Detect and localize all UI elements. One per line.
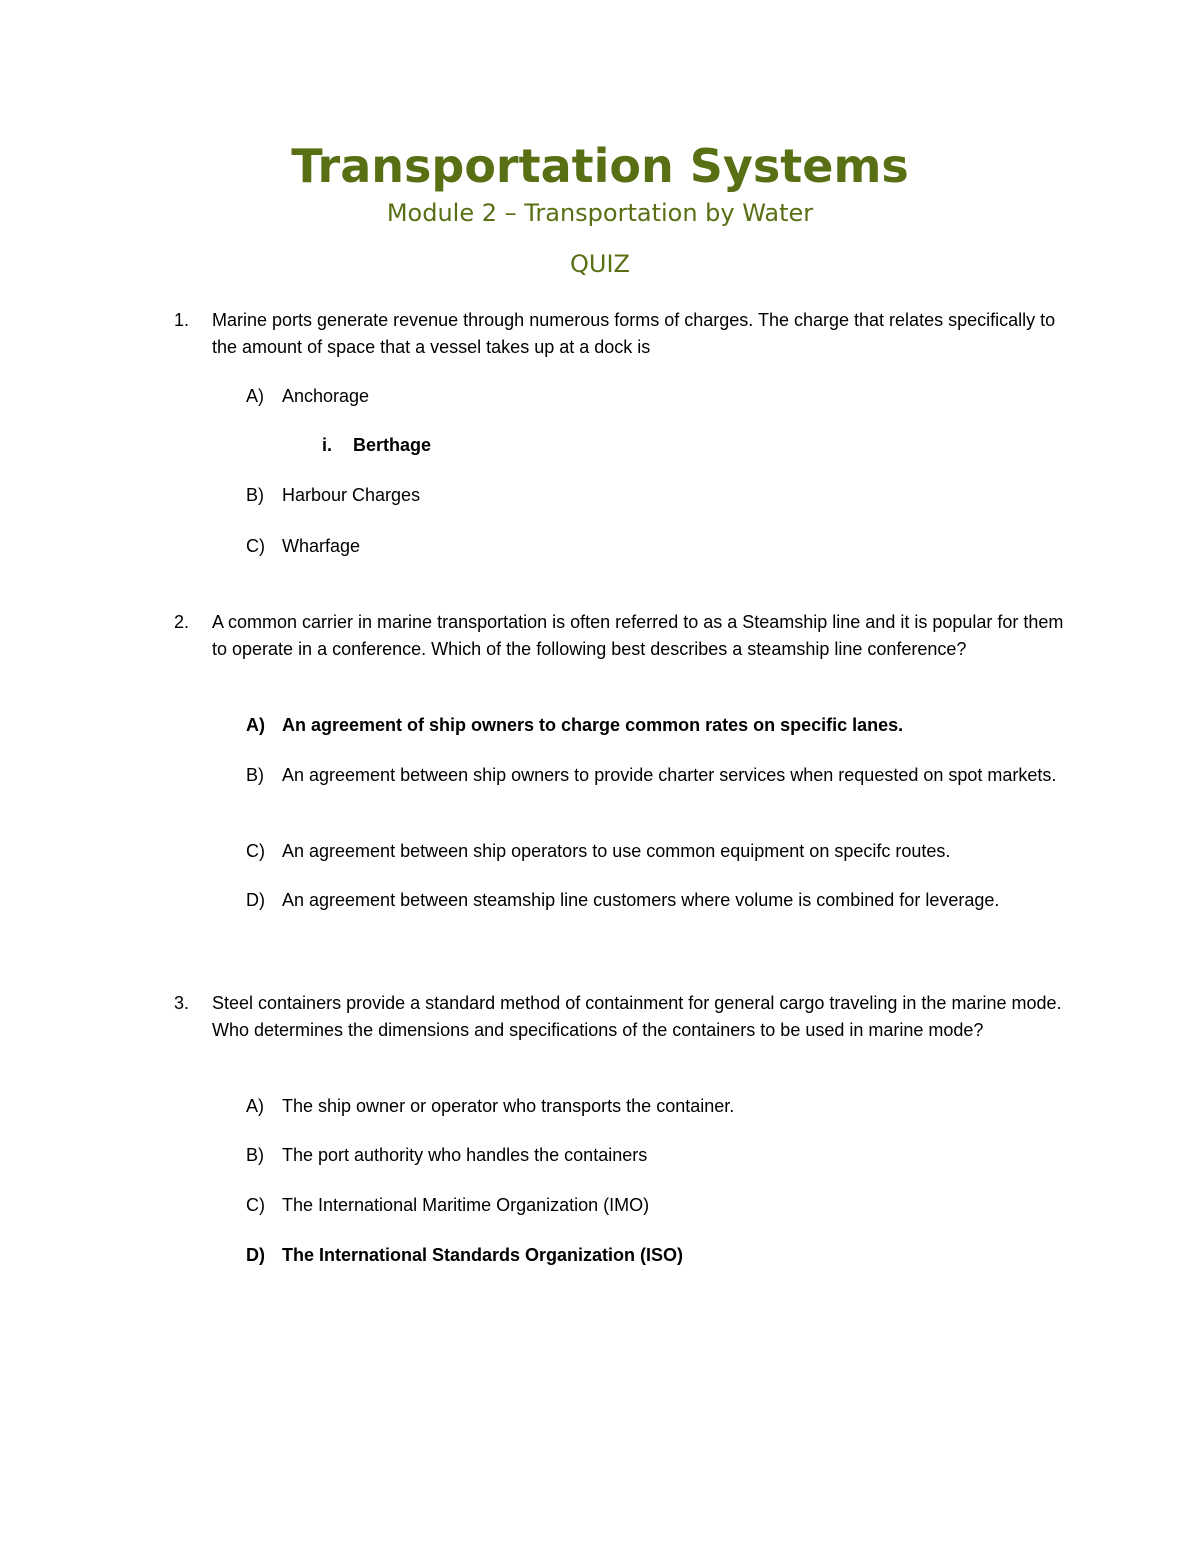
- option-text: An agreement between ship operators to use common equipment on specifc routes.: [282, 841, 951, 861]
- quiz-heading: QUIZ: [570, 250, 630, 278]
- option-label: B): [246, 1145, 264, 1165]
- option-text: An agreement of ship owners to charge common rates on specific lanes.: [282, 715, 904, 735]
- sub-option-text: Berthage: [353, 435, 432, 455]
- option-text: Anchorage: [282, 386, 370, 406]
- option-label: B): [246, 765, 264, 785]
- question-text: A common carrier in marine transportation is often referred to as a Steamship line and it is popular for them to operate in a conference. Which of the following best describes a steamship line conference?: [212, 612, 1064, 659]
- question-text: Marine ports generate revenue through numerous forms of charges. The charge that relates specifically to the amount of space that a vessel takes up at a dock is: [212, 310, 1056, 357]
- option-label: A): [246, 715, 265, 735]
- option-label: B): [246, 485, 264, 505]
- option-label: A): [246, 1096, 264, 1116]
- option-text: An agreement between steamship line customers where volume is combined for leverage.: [282, 890, 1000, 910]
- option-text: The International Maritime Organization (IMO): [282, 1195, 650, 1215]
- option-label: C): [246, 1195, 265, 1215]
- option-text: The port authority who handles the containers: [282, 1145, 648, 1165]
- question-number: 1.: [174, 310, 190, 330]
- sub-option-label: i.: [322, 435, 333, 455]
- option-text: An agreement between ship owners to provide charter services when requested on spot markets.: [282, 765, 1057, 785]
- option-text: The ship owner or operator who transports the container.: [282, 1096, 735, 1116]
- option-label: C): [246, 536, 265, 556]
- option-text: Harbour Charges: [282, 485, 421, 505]
- document-title: Transportation Systems: [291, 139, 909, 193]
- option-label: A): [246, 386, 264, 406]
- question-number: 2.: [174, 612, 190, 632]
- option-text: Wharfage: [282, 536, 361, 556]
- question-text: Steel containers provide a standard method of containment for general cargo traveling in the marine mode. Who determines the dimensions and specifications of the containers to be used in marine mode?: [212, 993, 1062, 1040]
- option-text: The International Standards Organization (ISO): [282, 1245, 684, 1265]
- question-number: 3.: [174, 993, 190, 1013]
- option-label: D): [246, 890, 265, 910]
- option-label: D): [246, 1245, 265, 1265]
- option-label: C): [246, 841, 265, 861]
- document-subtitle: Module 2 – Transportation by Water: [386, 199, 814, 227]
